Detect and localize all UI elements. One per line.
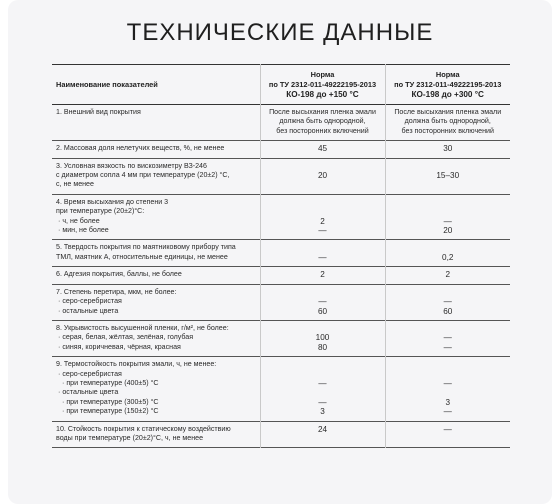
norm-300-value: — 3 — [385, 357, 510, 421]
norm-150-value: — — 3 [260, 357, 385, 421]
norm-150-value: После высыхания пленка эмали должна быть однородной, без посторонних включений [260, 105, 385, 141]
table-row [52, 284, 510, 320]
parameter-name: 6. Адгезия покрытия, баллы, не более [56, 270, 182, 279]
table-row [52, 194, 510, 240]
parameter-name: 4. Время высыхания до степени 3 при температуре (20±2)°С: · ч, не более · мин, не более [56, 197, 169, 235]
parameter-name: 5. Твердость покрытия по маятниковому прибору типа ТМЛ, маятник А, относительные единицы, не менее [56, 243, 236, 261]
norm-150-value: 100 80 [260, 320, 385, 356]
norm-150-value: 24 [260, 421, 385, 448]
norm-300-value: 0,2 [385, 240, 510, 267]
norm-300-value: 2 [385, 267, 510, 284]
norm-150-value: — 60 [260, 284, 385, 320]
table-row [52, 320, 510, 356]
table-row [52, 158, 510, 194]
norm-300-value: 30 [385, 141, 510, 158]
parameter-name: 9. Термостойкость покрытия эмали, ч, не менее: · серо-серебристая · при температуре (400±5) °С · остальные цвета · при температуре (300±5) °С · при температуре (150±2) °С [56, 360, 217, 416]
norm-150-value: 20 [260, 158, 385, 194]
table-row [52, 421, 510, 448]
table-row [52, 267, 510, 284]
table-row [52, 240, 510, 267]
header-parameter-name: Наименование показателей [56, 79, 158, 89]
norm-300-value: — 60 [385, 284, 510, 320]
technical-data-table [52, 64, 510, 448]
table-row [52, 141, 510, 158]
parameter-name: 2. Массовая доля нелетучих веществ, %, не менее [56, 144, 225, 153]
page-title: ТЕХНИЧЕСКИЕ ДАННЫЕ [126, 19, 434, 46]
parameter-name: 7. Степень перетира, мкм, не более: · серо-серебристая · остальные цвета [56, 287, 177, 315]
header-norm-150: Норма по ТУ 2312-011-49222195-2013 КО-198 до +150 °С [260, 65, 385, 105]
parameter-name: 8. Укрывистость высушенной пленки, г/м², не более: · серая, белая, жёлтая, зелёная, голубая · синяя, коричневая, чёрная, красная [56, 323, 229, 351]
norm-300-value: 15–30 [385, 158, 510, 194]
norm-150-value: 2 [260, 267, 385, 284]
norm-300-value: — [385, 421, 510, 448]
header-norm-300: Норма по ТУ 2312-011-49222195-2013 КО-198 до +300 °С [385, 65, 510, 105]
table-header-row [52, 65, 510, 105]
table-row [52, 357, 510, 421]
parameter-name: 3. Условная вязкость по вискозиметру ВЗ-246 с диаметром сопла 4 мм при температуре (20±2) °С, с, не менее [56, 161, 230, 189]
norm-150-value: 2 — [260, 194, 385, 240]
norm-300-value: — 20 [385, 194, 510, 240]
norm-150-value: 45 [260, 141, 385, 158]
norm-300-value: После высыхания пленка эмали должна быть однородной, без посторонних включений [385, 105, 510, 141]
norm-300-value: — — [385, 320, 510, 356]
parameter-name: 10. Стойкость покрытия к статическому воздействию воды при температуре (20±2)°С, ч, не менее [56, 424, 231, 442]
parameter-name: 1. Внешний вид покрытия [56, 108, 141, 116]
table-row [52, 105, 510, 141]
norm-150-value: — [260, 240, 385, 267]
